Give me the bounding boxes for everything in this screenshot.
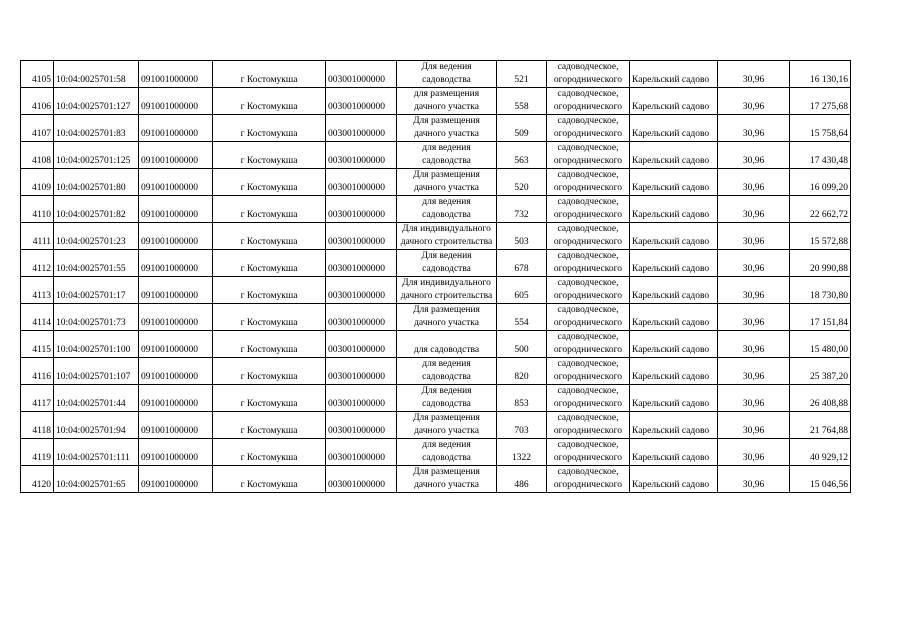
row-number-cell: 4116 (21, 358, 54, 385)
category-cell: садоводческое, огороднического (547, 196, 630, 223)
area-cell: 558 (497, 88, 547, 115)
permitted-use-cell: для ведения садоводства (397, 142, 497, 169)
oktmo-cell: 091001000000 (139, 412, 213, 439)
cadastral-value-cell: 15 046,56 (790, 466, 851, 493)
city-cell: г Костомукша (213, 412, 326, 439)
cadastral-value-cell: 40 929,12 (790, 439, 851, 466)
cadastral-number-cell: 10:04:0025701:44 (54, 385, 139, 412)
organization-cell: Карельский садово (630, 331, 718, 358)
city-cell: г Костомукша (213, 385, 326, 412)
category-cell: садоводческое, огороднического (547, 277, 630, 304)
table-row (21, 439, 851, 466)
table-row (21, 196, 851, 223)
permitted-use-cell: Для ведения садоводства (397, 385, 497, 412)
permitted-use-cell: Для размещения дачного участка (397, 169, 497, 196)
organization-cell: Карельский садово (630, 412, 718, 439)
row-number-cell: 4109 (21, 169, 54, 196)
rate-cell: 30,96 (718, 466, 790, 493)
city-cell: г Костомукша (213, 61, 326, 88)
cadastral-number-cell: 10:04:0025701:107 (54, 358, 139, 385)
permitted-use-cell: для ведения садоводства (397, 358, 497, 385)
table-row (21, 223, 851, 250)
permitted-use-cell: Для ведения садоводства (397, 61, 497, 88)
category-cell: садоводческое, огороднического (547, 412, 630, 439)
area-cell: 605 (497, 277, 547, 304)
cadastral-number-cell: 10:04:0025701:80 (54, 169, 139, 196)
permitted-use-cell: Для индивидуального дачного строительства (397, 277, 497, 304)
area-cell: 500 (497, 331, 547, 358)
city-cell: г Костомукша (213, 439, 326, 466)
code-cell: 003001000000 (326, 385, 397, 412)
organization-cell: Карельский садово (630, 439, 718, 466)
permitted-use-cell: Для ведения садоводства (397, 250, 497, 277)
category-cell: садоводческое, огороднического (547, 88, 630, 115)
cadastral-number-cell: 10:04:0025701:83 (54, 115, 139, 142)
city-cell: г Костомукша (213, 142, 326, 169)
cadastral-value-cell: 25 387,20 (790, 358, 851, 385)
table-row (21, 331, 851, 358)
oktmo-cell: 091001000000 (139, 331, 213, 358)
permitted-use-cell: Для размещения дачного участка (397, 115, 497, 142)
area-cell: 563 (497, 142, 547, 169)
area-cell: 521 (497, 61, 547, 88)
rate-cell: 30,96 (718, 169, 790, 196)
code-cell: 003001000000 (326, 466, 397, 493)
area-cell: 703 (497, 412, 547, 439)
permitted-use-cell: Для индивидуального дачного строительства (397, 223, 497, 250)
table-row (21, 358, 851, 385)
category-cell: садоводческое, огороднического (547, 142, 630, 169)
row-number-cell: 4120 (21, 466, 54, 493)
table-row (21, 277, 851, 304)
oktmo-cell: 091001000000 (139, 277, 213, 304)
code-cell: 003001000000 (326, 358, 397, 385)
permitted-use-cell: для ведения садоводства (397, 439, 497, 466)
table-row (21, 385, 851, 412)
table-row (21, 88, 851, 115)
row-number-cell: 4110 (21, 196, 54, 223)
code-cell: 003001000000 (326, 169, 397, 196)
cadastral-value-cell: 20 990,88 (790, 250, 851, 277)
city-cell: г Костомукша (213, 115, 326, 142)
organization-cell: Карельский садово (630, 88, 718, 115)
code-cell: 003001000000 (326, 61, 397, 88)
table-row (21, 304, 851, 331)
code-cell: 003001000000 (326, 196, 397, 223)
permitted-use-cell: для ведения садоводства (397, 196, 497, 223)
cadastral-value-cell: 15 572,88 (790, 223, 851, 250)
cadastral-number-cell: 10:04:0025701:23 (54, 223, 139, 250)
category-cell: садоводческое, огороднического (547, 61, 630, 88)
area-cell: 678 (497, 250, 547, 277)
city-cell: г Костомукша (213, 277, 326, 304)
land-plot-table (20, 60, 851, 493)
organization-cell: Карельский садово (630, 196, 718, 223)
organization-cell: Карельский садово (630, 358, 718, 385)
row-number-cell: 4115 (21, 331, 54, 358)
row-number-cell: 4111 (21, 223, 54, 250)
category-cell: садоводческое, огороднического (547, 250, 630, 277)
table-row (21, 142, 851, 169)
city-cell: г Костомукша (213, 196, 326, 223)
row-number-cell: 4114 (21, 304, 54, 331)
rate-cell: 30,96 (718, 358, 790, 385)
cadastral-value-cell: 17 275,68 (790, 88, 851, 115)
cadastral-value-cell: 26 408,88 (790, 385, 851, 412)
row-number-cell: 4108 (21, 142, 54, 169)
oktmo-cell: 091001000000 (139, 304, 213, 331)
city-cell: г Костомукша (213, 88, 326, 115)
cadastral-number-cell: 10:04:0025701:125 (54, 142, 139, 169)
organization-cell: Карельский садово (630, 142, 718, 169)
oktmo-cell: 091001000000 (139, 142, 213, 169)
code-cell: 003001000000 (326, 250, 397, 277)
cadastral-value-cell: 22 662,72 (790, 196, 851, 223)
oktmo-cell: 091001000000 (139, 250, 213, 277)
permitted-use-cell: для садоводства (397, 331, 497, 358)
rate-cell: 30,96 (718, 277, 790, 304)
rate-cell: 30,96 (718, 250, 790, 277)
code-cell: 003001000000 (326, 223, 397, 250)
row-number-cell: 4105 (21, 61, 54, 88)
city-cell: г Костомукша (213, 169, 326, 196)
rate-cell: 30,96 (718, 88, 790, 115)
oktmo-cell: 091001000000 (139, 466, 213, 493)
permitted-use-cell: Для размещения дачного участка (397, 304, 497, 331)
table-row (21, 250, 851, 277)
row-number-cell: 4113 (21, 277, 54, 304)
area-cell: 486 (497, 466, 547, 493)
row-number-cell: 4112 (21, 250, 54, 277)
category-cell: садоводческое, огороднического (547, 439, 630, 466)
category-cell: садоводческое, огороднического (547, 115, 630, 142)
rate-cell: 30,96 (718, 412, 790, 439)
rate-cell: 30,96 (718, 223, 790, 250)
cadastral-value-cell: 17 430,48 (790, 142, 851, 169)
category-cell: садоводческое, огороднического (547, 466, 630, 493)
code-cell: 003001000000 (326, 277, 397, 304)
cadastral-value-cell: 18 730,80 (790, 277, 851, 304)
cadastral-value-cell: 21 764,88 (790, 412, 851, 439)
organization-cell: Карельский садово (630, 466, 718, 493)
oktmo-cell: 091001000000 (139, 88, 213, 115)
area-cell: 820 (497, 358, 547, 385)
permitted-use-cell: для размещения дачного участка (397, 88, 497, 115)
oktmo-cell: 091001000000 (139, 61, 213, 88)
row-number-cell: 4117 (21, 385, 54, 412)
city-cell: г Костомукша (213, 304, 326, 331)
city-cell: г Костомукша (213, 466, 326, 493)
code-cell: 003001000000 (326, 115, 397, 142)
area-cell: 1322 (497, 439, 547, 466)
code-cell: 003001000000 (326, 412, 397, 439)
rate-cell: 30,96 (718, 385, 790, 412)
oktmo-cell: 091001000000 (139, 196, 213, 223)
area-cell: 732 (497, 196, 547, 223)
code-cell: 003001000000 (326, 142, 397, 169)
organization-cell: Карельский садово (630, 250, 718, 277)
area-cell: 509 (497, 115, 547, 142)
rate-cell: 30,96 (718, 331, 790, 358)
cadastral-number-cell: 10:04:0025701:127 (54, 88, 139, 115)
category-cell: садоводческое, огороднического (547, 331, 630, 358)
rate-cell: 30,96 (718, 196, 790, 223)
table-row (21, 115, 851, 142)
area-cell: 520 (497, 169, 547, 196)
category-cell: садоводческое, огороднического (547, 385, 630, 412)
cadastral-number-cell: 10:04:0025701:58 (54, 61, 139, 88)
code-cell: 003001000000 (326, 88, 397, 115)
category-cell: садоводческое, огороднического (547, 223, 630, 250)
city-cell: г Костомукша (213, 358, 326, 385)
row-number-cell: 4107 (21, 115, 54, 142)
rate-cell: 30,96 (718, 115, 790, 142)
organization-cell: Карельский садово (630, 385, 718, 412)
cadastral-value-cell: 15 480,00 (790, 331, 851, 358)
permitted-use-cell: Для размещения дачного участка (397, 412, 497, 439)
oktmo-cell: 091001000000 (139, 223, 213, 250)
code-cell: 003001000000 (326, 439, 397, 466)
table-body (21, 61, 851, 493)
permitted-use-cell: Для размещения дачного участка (397, 466, 497, 493)
code-cell: 003001000000 (326, 331, 397, 358)
cadastral-number-cell: 10:04:0025701:111 (54, 439, 139, 466)
cadastral-value-cell: 17 151,84 (790, 304, 851, 331)
rate-cell: 30,96 (718, 304, 790, 331)
row-number-cell: 4106 (21, 88, 54, 115)
cadastral-value-cell: 15 758,64 (790, 115, 851, 142)
organization-cell: Карельский садово (630, 223, 718, 250)
cadastral-value-cell: 16 099,20 (790, 169, 851, 196)
category-cell: садоводческое, огороднического (547, 304, 630, 331)
oktmo-cell: 091001000000 (139, 169, 213, 196)
area-cell: 554 (497, 304, 547, 331)
rate-cell: 30,96 (718, 439, 790, 466)
cadastral-value-cell: 16 130,16 (790, 61, 851, 88)
rate-cell: 30,96 (718, 142, 790, 169)
category-cell: садоводческое, огороднического (547, 169, 630, 196)
organization-cell: Карельский садово (630, 169, 718, 196)
city-cell: г Костомукша (213, 331, 326, 358)
city-cell: г Костомукша (213, 223, 326, 250)
oktmo-cell: 091001000000 (139, 358, 213, 385)
organization-cell: Карельский садово (630, 61, 718, 88)
cadastral-number-cell: 10:04:0025701:73 (54, 304, 139, 331)
cadastral-number-cell: 10:04:0025701:65 (54, 466, 139, 493)
city-cell: г Костомукша (213, 250, 326, 277)
cadastral-number-cell: 10:04:0025701:100 (54, 331, 139, 358)
organization-cell: Карельский садово (630, 304, 718, 331)
cadastral-number-cell: 10:04:0025701:82 (54, 196, 139, 223)
category-cell: садоводческое, огороднического (547, 358, 630, 385)
oktmo-cell: 091001000000 (139, 439, 213, 466)
table-row (21, 61, 851, 88)
row-number-cell: 4119 (21, 439, 54, 466)
table-row (21, 466, 851, 493)
oktmo-cell: 091001000000 (139, 115, 213, 142)
table-row (21, 412, 851, 439)
organization-cell: Карельский садово (630, 115, 718, 142)
code-cell: 003001000000 (326, 304, 397, 331)
organization-cell: Карельский садово (630, 277, 718, 304)
table-row (21, 169, 851, 196)
oktmo-cell: 091001000000 (139, 385, 213, 412)
cadastral-number-cell: 10:04:0025701:94 (54, 412, 139, 439)
row-number-cell: 4118 (21, 412, 54, 439)
rate-cell: 30,96 (718, 61, 790, 88)
cadastral-number-cell: 10:04:0025701:17 (54, 277, 139, 304)
area-cell: 853 (497, 385, 547, 412)
cadastral-number-cell: 10:04:0025701:55 (54, 250, 139, 277)
area-cell: 503 (497, 223, 547, 250)
